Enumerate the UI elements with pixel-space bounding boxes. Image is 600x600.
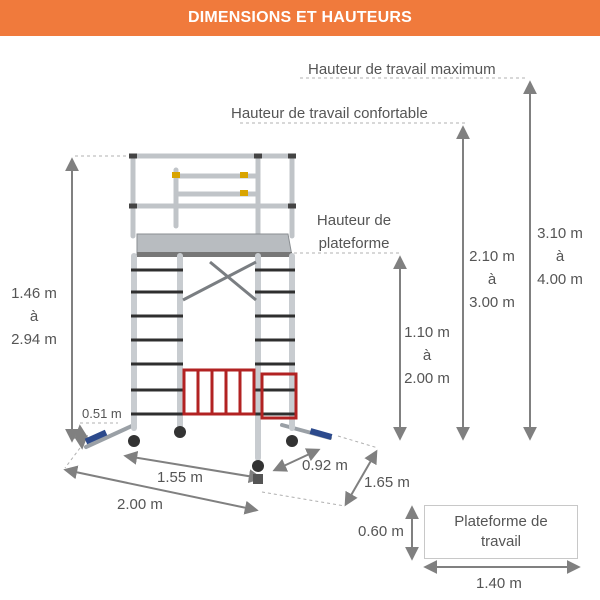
uprights	[134, 256, 292, 458]
dim-height-max-to: 4.00 m	[537, 271, 583, 288]
dim-width-front: 1.55 m	[157, 469, 203, 486]
dim-height-comfort-from: 2.10 m	[469, 248, 515, 265]
guardrail-frame	[133, 156, 292, 236]
cross-braces	[183, 262, 256, 300]
dim-height-platform-sep: à	[422, 347, 432, 364]
label-platform-height-line2: plateforme	[318, 235, 390, 252]
label-comfort-height: Hauteur de travail confortable	[231, 105, 428, 122]
label-max-height: Hauteur de travail maximum	[308, 61, 496, 78]
dim-height-rail-sep: à	[29, 308, 39, 325]
outrigger-label-right	[310, 428, 333, 440]
dim-box-width: 1.40 m	[476, 575, 522, 592]
dim-height-max-from: 3.10 m	[537, 225, 583, 242]
dim-box-height: 0.60 m	[358, 523, 404, 540]
dim-height-max	[528, 222, 592, 291]
guide-base-bottom	[262, 492, 345, 506]
dim-height-rail-to: 2.94 m	[11, 331, 57, 348]
banner-title: DIMENSIONS ET HAUTEURS	[188, 9, 412, 26]
label-platform-height	[304, 209, 404, 255]
dim-height-comfort-to: 3.00 m	[469, 294, 515, 311]
dim-width-side: 0.92 m	[302, 457, 348, 474]
dim-outrigger: 0.51 m	[82, 406, 122, 421]
dim-height-comfort	[460, 245, 524, 314]
scaffold-illustration	[85, 156, 333, 484]
dim-height-comfort-sep: à	[487, 271, 497, 288]
wheels	[128, 426, 298, 484]
dim-height-platform	[395, 321, 459, 390]
safety-gate	[184, 370, 296, 418]
dim-height-platform-to: 2.00 m	[404, 370, 450, 387]
dim-height-max-sep: à	[555, 248, 565, 265]
dim-height-rail	[2, 282, 66, 351]
dim-depth: 1.65 m	[364, 474, 410, 491]
dim-height-rail-from: 1.46 m	[11, 285, 57, 302]
label-platform-height-line1: Hauteur de	[316, 212, 392, 229]
guide-base-left	[65, 448, 80, 468]
dim-height-platform-from: 1.10 m	[404, 324, 450, 341]
platform-box-line2: travail	[480, 533, 521, 550]
arrow-outrigger	[80, 427, 82, 447]
platform-box-line1: Plateforme de	[454, 513, 548, 530]
platform-box	[424, 505, 578, 559]
platform-edge	[137, 252, 292, 257]
guide-base-right	[338, 436, 378, 448]
guardrail-joints	[129, 156, 296, 206]
dim-total-width: 2.00 m	[117, 496, 163, 513]
